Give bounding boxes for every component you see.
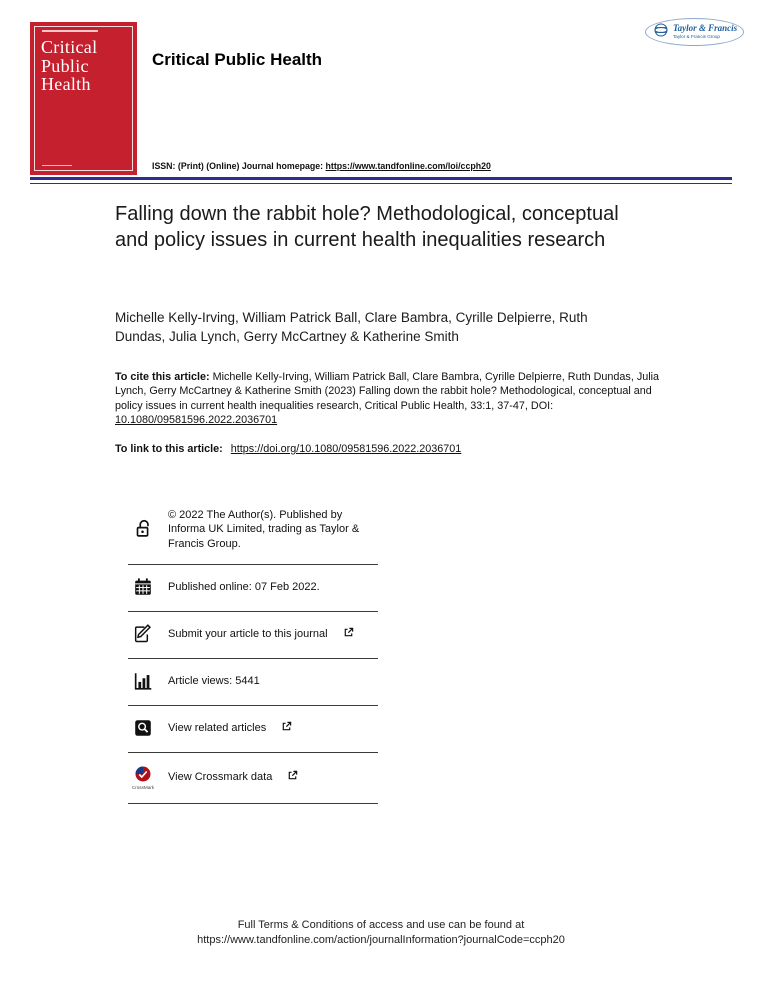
meta-row-submit — [128, 612, 378, 659]
cite-label: To cite this article: — [115, 371, 210, 383]
article-doi-url-link[interactable]: https://doi.org/10.1080/09581596.2022.2036701 — [230, 443, 462, 455]
related-articles-icon — [128, 717, 158, 739]
calendar-icon — [128, 576, 158, 598]
meta-row-article-views — [128, 659, 378, 706]
citation-block — [115, 370, 660, 427]
cover-title-line: Health — [41, 74, 91, 95]
header-rule-top — [30, 177, 732, 180]
article-title: Falling down the rabbit hole? Methodological, conceptual and policy issues in current health inequalities research — [115, 203, 619, 251]
crossmark-icon — [128, 764, 158, 790]
view-crossmark-data-link[interactable]: View Crossmark data — [168, 770, 273, 783]
open-access-icon — [128, 518, 158, 540]
cover-title-line: Critical — [41, 37, 98, 57]
published-online-text: Published online: 07 Feb 2022. — [168, 580, 320, 593]
logo-group-name: Taylor & Francis Group — [673, 33, 720, 39]
taylor-francis-logo — [645, 18, 744, 46]
bar-chart-icon — [128, 670, 158, 692]
submit-article-icon — [128, 623, 158, 645]
terms-url[interactable]: https://www.tandfonline.com/action/journalInformation?journalCode=ccph20 — [197, 933, 565, 946]
globe-icon — [653, 22, 669, 43]
cite-text: Michelle Kelly-Irving, William Patrick Ball, Clare Bambra, Cyrille Delpierre, Ruth Dundas, Julia Lynch, Gerry McCartney & Katherine Smith (2023) Falling down the rabbit hole? Methodological, conceptual and policy issues in current health inequalities research, Critical Public Health, 33:1, 37-47, DOI: — [115, 371, 660, 412]
external-link-icon[interactable] — [287, 768, 298, 786]
view-related-articles-link[interactable]: View related articles — [168, 721, 267, 734]
article-views-text: Article views: 5441 — [168, 674, 260, 687]
meta-row-published-online — [128, 565, 378, 612]
doi-link[interactable]: 10.1080/09581596.2022.2036701 — [115, 414, 278, 427]
link-label: To link to this article: — [115, 443, 223, 455]
terms-footer — [0, 918, 762, 948]
meta-row-crossmark — [128, 753, 378, 804]
meta-row-related-articles — [128, 706, 378, 753]
header-rule-bottom — [30, 183, 732, 185]
terms-line: Full Terms & Conditions of access and use can be found at — [237, 919, 525, 931]
copyright-text: © 2022 The Author(s). Published by Informa UK Limited, trading as Taylor & Francis Group. — [168, 509, 360, 550]
journal-title: Critical Public Health — [152, 50, 323, 69]
cover-title-line: Public — [41, 55, 89, 76]
logo-name: Taylor & Francis — [673, 23, 738, 34]
external-link-icon[interactable] — [343, 625, 354, 643]
article-authors: Michelle Kelly-Irving, William Patrick Ball, Clare Bambra, Cyrille Delpierre, Ruth Dundas, Julia Lynch, Gerry McCartney & Katherine Smith — [115, 310, 588, 344]
issn-prefix: ISSN: (Print) (Online) Journal homepage: — [152, 161, 326, 171]
cover-decoration — [42, 30, 98, 32]
meta-row-copyright — [128, 497, 378, 565]
link-to-article-line — [115, 443, 461, 455]
journal-cover-image — [30, 22, 137, 175]
crossmark-caption: CrossMark — [131, 784, 155, 790]
external-link-icon[interactable] — [281, 719, 292, 737]
journal-homepage-link[interactable]: https://www.tandfonline.com/loi/ccph20 — [325, 161, 491, 171]
cover-title — [41, 38, 97, 94]
submit-article-link[interactable]: Submit your article to this journal — [168, 627, 328, 640]
article-meta-list — [128, 497, 378, 804]
cover-decoration — [42, 165, 72, 167]
issn-homepage-line — [152, 161, 491, 171]
